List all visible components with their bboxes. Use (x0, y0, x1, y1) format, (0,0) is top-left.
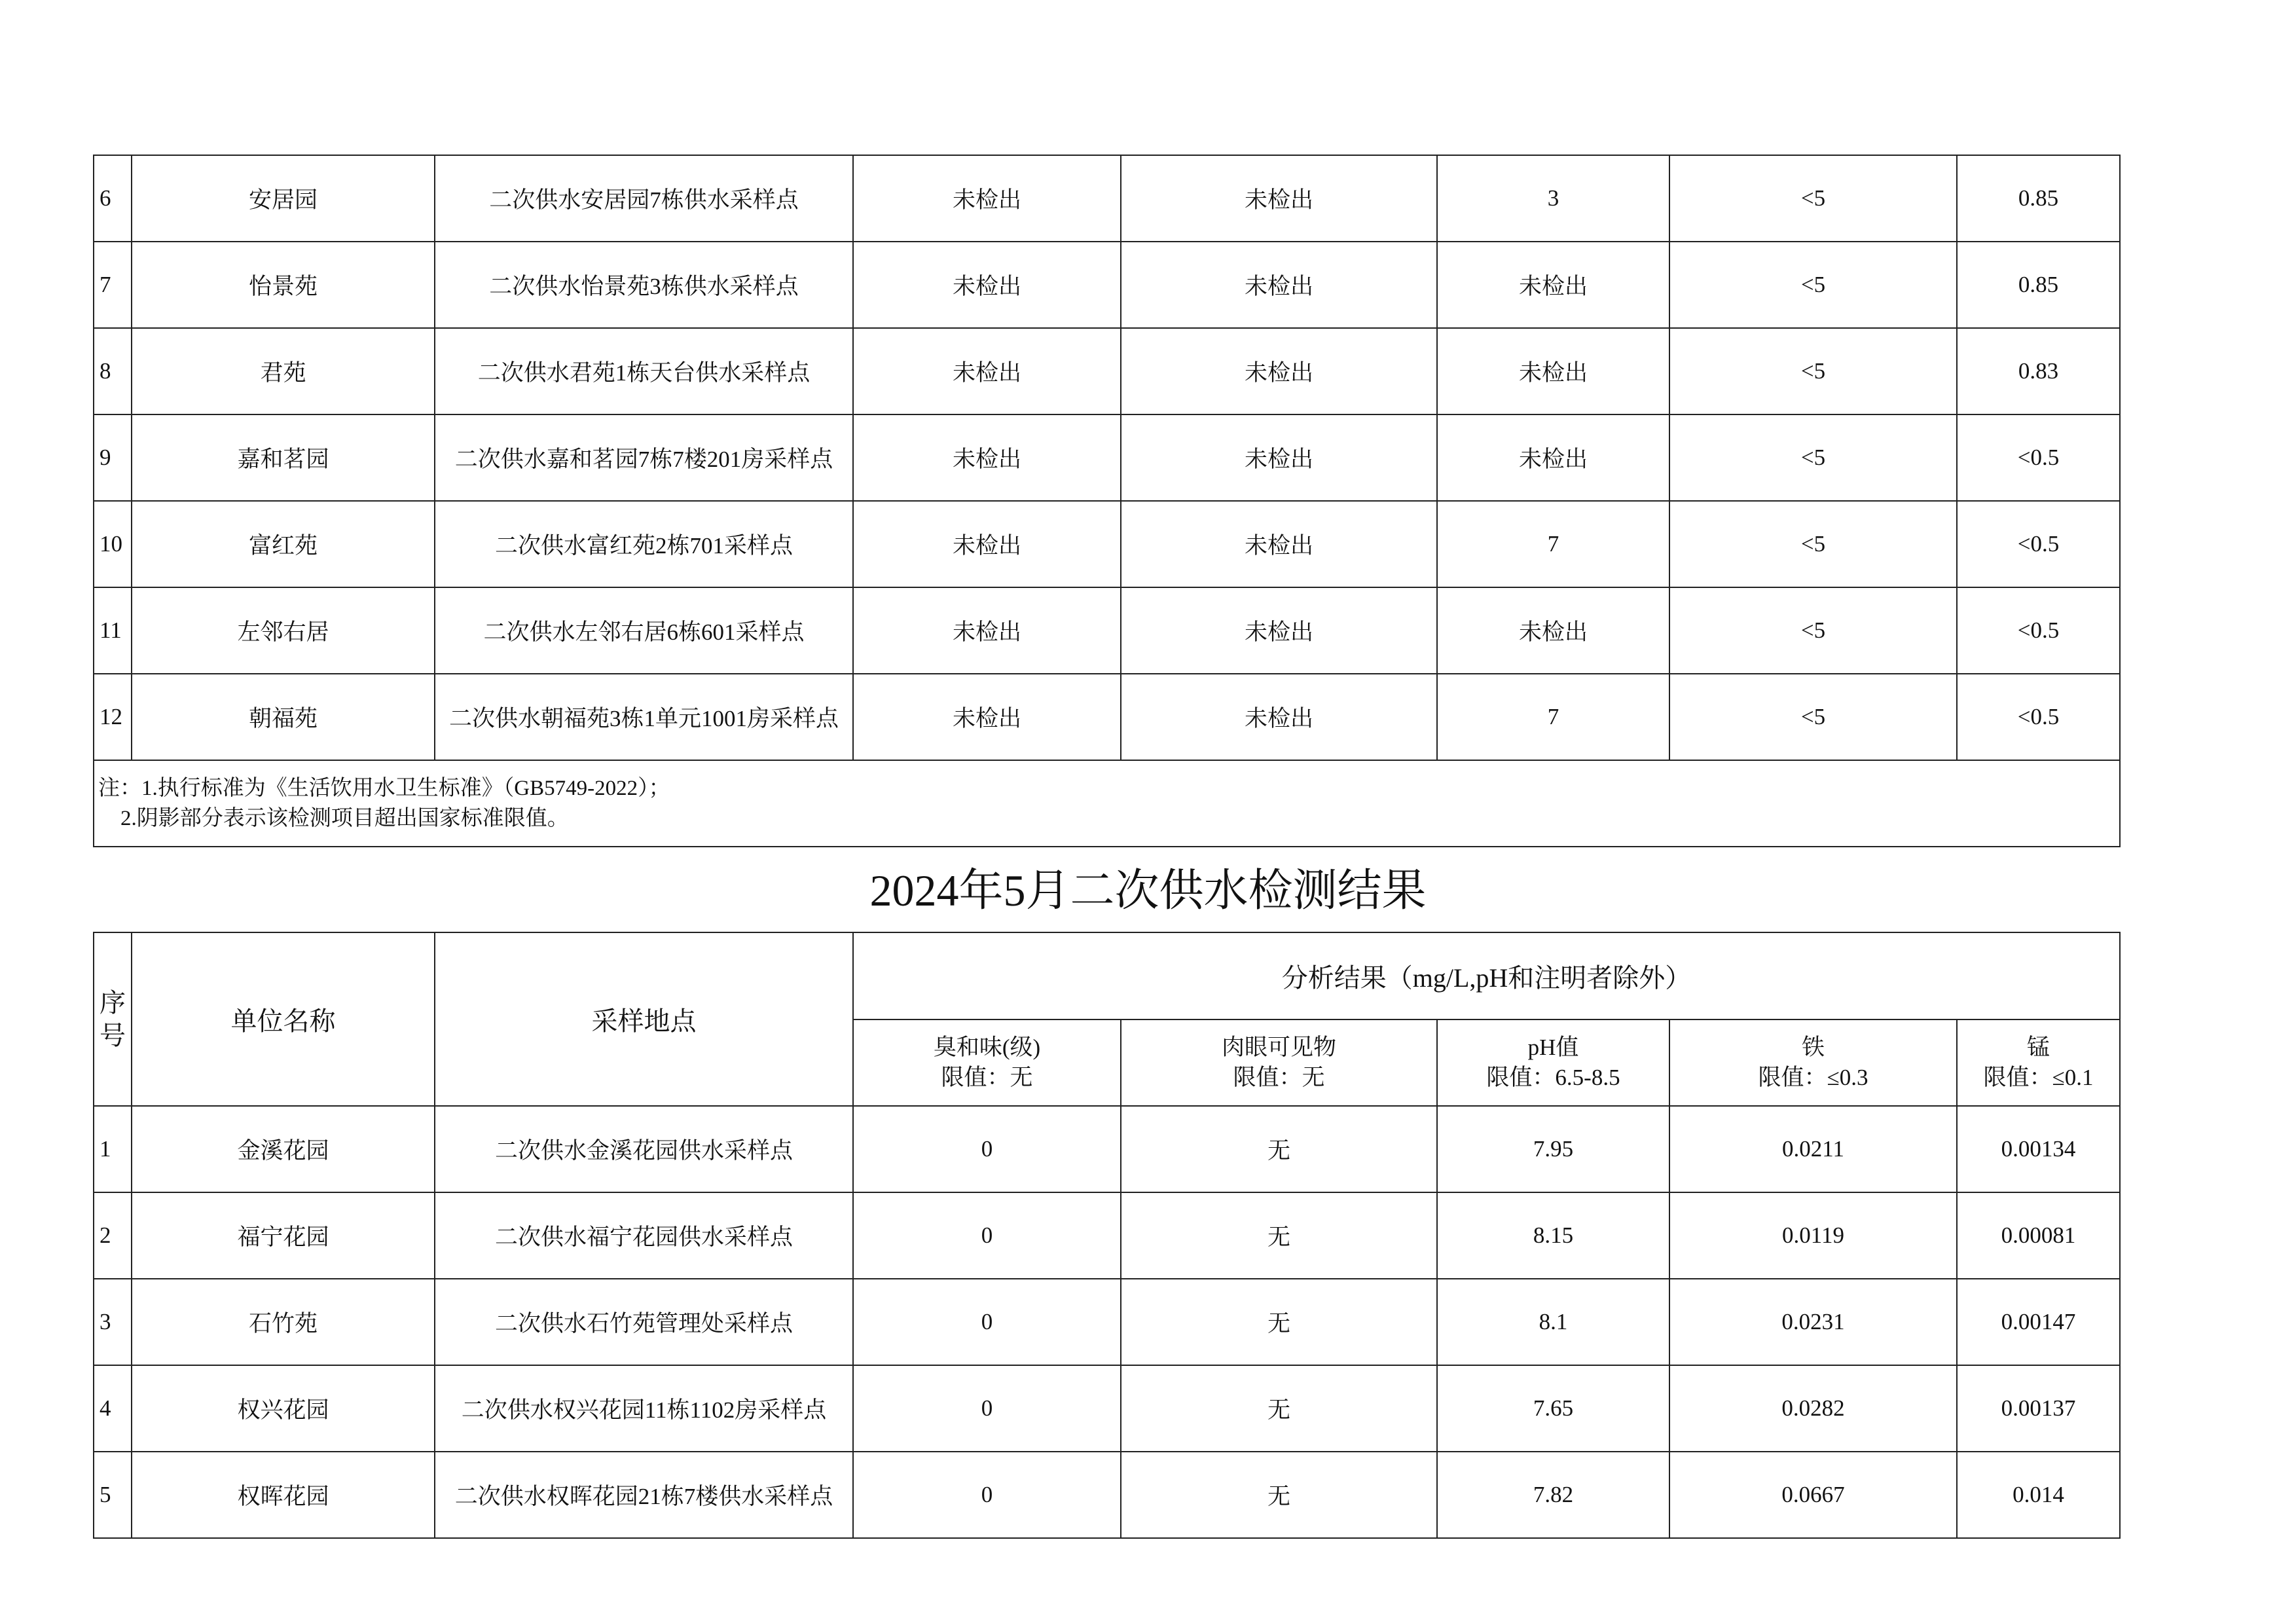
cell-c1: 0 (853, 1106, 1121, 1192)
cell-site: 二次供水嘉和茗园7栋7楼201房采样点 (435, 414, 853, 501)
cell-c2: 未检出 (1121, 674, 1437, 760)
cell-c5: <0.5 (1957, 587, 2120, 674)
table-row (94, 501, 2120, 587)
cell-c5: 0.00147 (1957, 1279, 2120, 1365)
header-col-name: pH值 (1527, 1035, 1579, 1060)
cell-c2: 无 (1121, 1106, 1437, 1192)
table-row (94, 328, 2120, 414)
cell-c4: <5 (1669, 674, 1957, 760)
cell-no: 2 (94, 1192, 132, 1279)
cell-unit: 安居园 (132, 155, 435, 242)
cell-site: 二次供水怡景苑3栋供水采样点 (435, 242, 853, 328)
header-col-limit: 限值：≤0.1 (1983, 1065, 2094, 1090)
results-table-continued (93, 155, 2121, 847)
header-col-3 (1437, 1019, 1669, 1106)
cell-c2: 无 (1121, 1452, 1437, 1538)
cell-c4: 0.0282 (1669, 1365, 1957, 1452)
cell-site: 二次供水金溪花园供水采样点 (435, 1106, 853, 1192)
cell-site: 二次供水富红苑2栋701采样点 (435, 501, 853, 587)
header-col-limit: 限值：无 (941, 1065, 1033, 1090)
cell-c2: 未检出 (1121, 155, 1437, 242)
cell-c2: 未检出 (1121, 501, 1437, 587)
header-col-name: 臭和味(级) (933, 1035, 1041, 1060)
note-cell (94, 760, 2120, 847)
header-col-limit: 限值：≤0.3 (1758, 1065, 1868, 1090)
header-col-1 (853, 1019, 1121, 1106)
cell-no: 10 (94, 501, 132, 587)
cell-c2: 未检出 (1121, 414, 1437, 501)
cell-site: 二次供水左邻右居6栋601采样点 (435, 587, 853, 674)
header-no: 序号 (94, 932, 132, 1106)
cell-c3: 7.82 (1437, 1452, 1669, 1538)
cell-unit: 福宁花园 (132, 1192, 435, 1279)
cell-c4: <5 (1669, 501, 1957, 587)
header-col-limit: 限值：6.5-8.5 (1486, 1065, 1620, 1090)
cell-c3: 未检出 (1437, 587, 1669, 674)
header-col-2 (1121, 1019, 1437, 1106)
cell-site: 二次供水权兴花园11栋1102房采样点 (435, 1365, 853, 1452)
header-analysis-group: 分析结果（mg/L,pH和注明者除外） (853, 932, 2120, 1019)
cell-c1: 未检出 (853, 501, 1121, 587)
header-col-name: 肉眼可见物 (1221, 1035, 1336, 1060)
table-row (94, 587, 2120, 674)
cell-c3: 3 (1437, 155, 1669, 242)
cell-site: 二次供水权晖花园21栋7楼供水采样点 (435, 1452, 853, 1538)
cell-c1: 0 (853, 1365, 1121, 1452)
header-col-name: 铁 (1801, 1035, 1825, 1060)
table-row (94, 1106, 2120, 1192)
cell-no: 12 (94, 674, 132, 760)
cell-c3: 7.95 (1437, 1106, 1669, 1192)
cell-c1: 未检出 (853, 674, 1121, 760)
table-row (94, 1279, 2120, 1365)
cell-c3: 7 (1437, 501, 1669, 587)
cell-c4: 0.0211 (1669, 1106, 1957, 1192)
cell-c2: 无 (1121, 1365, 1437, 1452)
cell-c1: 未检出 (853, 414, 1121, 501)
cell-c4: <5 (1669, 414, 1957, 501)
cell-c4: <5 (1669, 242, 1957, 328)
cell-c4: 0.0231 (1669, 1279, 1957, 1365)
cell-c2: 未检出 (1121, 242, 1437, 328)
cell-c5: 0.00081 (1957, 1192, 2120, 1279)
cell-c4: <5 (1669, 155, 1957, 242)
note-line-1: 注：1.执行标准为《生活饮用水卫生标准》（GB5749-2022）； (98, 777, 670, 800)
header-col-5 (1957, 1019, 2120, 1106)
cell-unit: 金溪花园 (132, 1106, 435, 1192)
cell-unit: 石竹苑 (132, 1279, 435, 1365)
cell-unit: 权晖花园 (132, 1452, 435, 1538)
header-unit: 单位名称 (132, 932, 435, 1106)
cell-no: 11 (94, 587, 132, 674)
cell-unit: 嘉和茗园 (132, 414, 435, 501)
header-col-4 (1669, 1019, 1957, 1106)
header-col-name: 锰 (2027, 1035, 2050, 1060)
cell-c3: 未检出 (1437, 414, 1669, 501)
cell-c3: 8.1 (1437, 1279, 1669, 1365)
cell-c5: 0.014 (1957, 1452, 2120, 1538)
note-row (94, 760, 2120, 847)
cell-site: 二次供水君苑1栋天台供水采样点 (435, 328, 853, 414)
cell-c3: 未检出 (1437, 242, 1669, 328)
cell-no: 4 (94, 1365, 132, 1452)
table-row (94, 414, 2120, 501)
cell-site: 二次供水安居园7栋供水采样点 (435, 155, 853, 242)
cell-c2: 未检出 (1121, 587, 1437, 674)
header-row-1 (94, 932, 2120, 1019)
results-table-may-2024 (93, 932, 2121, 1539)
table-row (94, 1452, 2120, 1538)
cell-c4: <5 (1669, 587, 1957, 674)
cell-c4: 0.0667 (1669, 1452, 1957, 1538)
cell-c1: 未检出 (853, 242, 1121, 328)
cell-c3: 8.15 (1437, 1192, 1669, 1279)
cell-c2: 无 (1121, 1279, 1437, 1365)
cell-c5: 0.00137 (1957, 1365, 2120, 1452)
cell-no: 5 (94, 1452, 132, 1538)
cell-c5: <0.5 (1957, 414, 2120, 501)
cell-c5: 0.85 (1957, 242, 2120, 328)
table-row (94, 674, 2120, 760)
cell-unit: 朝福苑 (132, 674, 435, 760)
cell-unit: 怡景苑 (132, 242, 435, 328)
cell-site: 二次供水朝福苑3栋1单元1001房采样点 (435, 674, 853, 760)
cell-c5: <0.5 (1957, 674, 2120, 760)
cell-c3: 未检出 (1437, 328, 1669, 414)
table-row (94, 155, 2120, 242)
table-row (94, 1192, 2120, 1279)
cell-c1: 0 (853, 1452, 1121, 1538)
header-col-limit: 限值：无 (1233, 1065, 1325, 1090)
cell-c5: 0.00134 (1957, 1106, 2120, 1192)
cell-no: 1 (94, 1106, 132, 1192)
cell-unit: 君苑 (132, 328, 435, 414)
cell-c1: 未检出 (853, 328, 1121, 414)
table-row (94, 242, 2120, 328)
cell-c2: 未检出 (1121, 328, 1437, 414)
cell-c3: 7 (1437, 674, 1669, 760)
cell-c5: 0.85 (1957, 155, 2120, 242)
table-row (94, 1365, 2120, 1452)
cell-c1: 0 (853, 1279, 1121, 1365)
cell-c3: 7.65 (1437, 1365, 1669, 1452)
cell-no: 3 (94, 1279, 132, 1365)
cell-site: 二次供水石竹苑管理处采样点 (435, 1279, 853, 1365)
cell-c4: <5 (1669, 328, 1957, 414)
cell-c2: 无 (1121, 1192, 1437, 1279)
cell-c5: <0.5 (1957, 501, 2120, 587)
cell-unit: 权兴花园 (132, 1365, 435, 1452)
cell-c1: 未检出 (853, 155, 1121, 242)
cell-no: 9 (94, 414, 132, 501)
cell-c5: 0.83 (1957, 328, 2120, 414)
cell-c1: 未检出 (853, 587, 1121, 674)
page-title: 2024年5月二次供水检测结果 (869, 866, 1427, 915)
cell-c1: 0 (853, 1192, 1121, 1279)
header-site: 采样地点 (435, 932, 853, 1106)
cell-c4: 0.0119 (1669, 1192, 1957, 1279)
cell-site: 二次供水福宁花园供水采样点 (435, 1192, 853, 1279)
cell-no: 7 (94, 242, 132, 328)
cell-unit: 富红苑 (132, 501, 435, 587)
cell-no: 8 (94, 328, 132, 414)
note-line-2: 2.阴影部分表示该检测项目超出国家标准限值。 (120, 807, 569, 830)
cell-unit: 左邻右居 (132, 587, 435, 674)
cell-no: 6 (94, 155, 132, 242)
